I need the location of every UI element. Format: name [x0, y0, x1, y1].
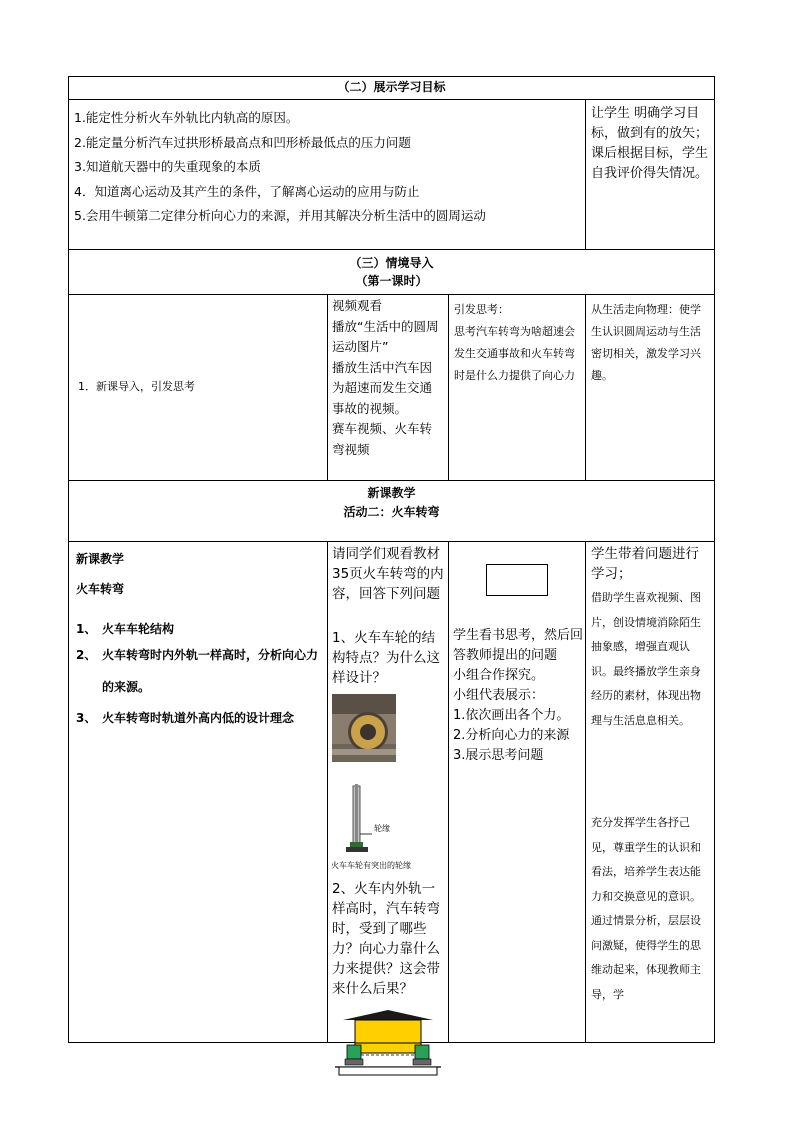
c2-q1: 1、火车车轮的结构特点？为什么这样设计？: [332, 630, 440, 686]
c1-title: 新课教学: [76, 552, 125, 566]
c1-item-text: 火车转弯时内外轨一样高时，分析向心力的来源。: [102, 648, 319, 694]
col-line: [585, 99, 586, 249]
lesson-table: [68, 76, 715, 1043]
placeholder-box: [486, 564, 548, 596]
col-line: [68, 76, 69, 1043]
teacher-activity: 视频观看 播放“生活中的圆周运动图片” 播放生活中汽车因为超速而发生交通事故的视频。 赛车视频、火车转弯视频: [332, 298, 439, 457]
row-line: [68, 99, 715, 100]
wheel-photo: [332, 694, 396, 762]
wheel-diagram: [332, 784, 406, 858]
section-subtitle: （第一课时）: [355, 274, 428, 288]
c4-intent-a: 借助学生喜欢视频、图片，创设情境消除陌生抽象感，增强直观认识。最终播放学生亲身经历的素材，体现出物理与生活息息相关。: [591, 591, 701, 727]
section-title: （三）情境导入: [349, 256, 434, 270]
goal-item: 1.能定性分析火车外轨比内轨高的原因。: [74, 110, 299, 125]
c3-student-activity: 学生看书思考，然后回答教师提出的问题 小组合作探究。 小组代表展示： 1.依次画出各个力。 2.分析向心力的来源 3.展示思考问题: [453, 628, 584, 763]
c1-topic: 火车转弯: [76, 582, 125, 596]
section-subtitle: 活动二：火车转弯: [343, 505, 440, 519]
c4-top: 学生带着问题进行学习；: [591, 546, 699, 582]
col-line: [714, 76, 715, 1043]
student-activity: 引发思考： 思考汽车转弯为啥超速会发生交通事故和火车转弯时是什么力提供了向心力: [454, 303, 575, 382]
c2-intro: 请同学们观看教材35页火车转弯的内容，回答下列问题: [332, 546, 444, 602]
wheel-label: 轮缘: [374, 824, 390, 833]
section-title: （二）展示学习目标: [337, 80, 446, 94]
c1-item-text: 火车车轮结构: [102, 622, 175, 636]
row-line: [68, 541, 715, 542]
c1-item-num: 1、: [76, 622, 97, 636]
row-line: [68, 294, 715, 295]
col-line: [585, 541, 586, 1043]
c2-q2: 2、火车内外轨一样高时，汽车转弯时，受到了哪些力？向心力靠什么力来提供？这会带来什么后果？: [332, 881, 440, 997]
design-intent: 从生活走向物理：使学生认识圆周运动与生活密切相关，激发学习兴趣。: [591, 303, 701, 382]
section-title: 新课教学: [367, 486, 416, 500]
col-line: [327, 294, 328, 480]
row-line: [68, 480, 715, 481]
goal-item: 2.能定量分析汽车过拱形桥最高点和凹形桥最低点的压力问题: [74, 134, 411, 150]
goal-intent: 让学生 明确学习目标，做到有的放矢； 课后根据目标，学生自我评价得失情况。: [591, 106, 709, 181]
goal-item: 4．知道离心运动及其产生的条件，了解离心运动的应用与防止: [74, 183, 420, 199]
col-line: [448, 294, 449, 480]
step-label: 1．新课导入，引发思考: [78, 380, 195, 393]
goal-item: 3.知道航天器中的失重现象的本质: [74, 159, 261, 174]
col-line: [448, 541, 449, 1043]
c1-item-text: 火车转弯时轨道外高内低的设计理念: [102, 711, 295, 725]
goal-list: [74, 106, 582, 229]
goal-item: 5.会用牛顿第二定律分析向心力的来源，并用其解决分析生活中的圆周运动: [74, 208, 486, 223]
train-track-diagram: [333, 1043, 443, 1079]
row-line: [68, 76, 715, 77]
wheel-caption: 火车车轮有突出的轮缘: [331, 861, 411, 870]
c1-item-2: [76, 639, 321, 703]
train-cross-section-diagram: [333, 1008, 443, 1043]
c4-intent-b: 充分发挥学生各抒己见，尊重学生的认识和看法，培养学生表达能力和交换意见的意识。 通过情景分析，层层设问激疑，使得学生的思维动起来，体现教师主导，学: [591, 816, 701, 1001]
col-line: [327, 541, 328, 1043]
c1-item-num: 3、: [76, 711, 97, 725]
col-line: [585, 294, 586, 480]
c1-item-3: [76, 702, 321, 734]
row-line: [68, 249, 715, 250]
c1-item-num: 2、: [76, 648, 97, 662]
